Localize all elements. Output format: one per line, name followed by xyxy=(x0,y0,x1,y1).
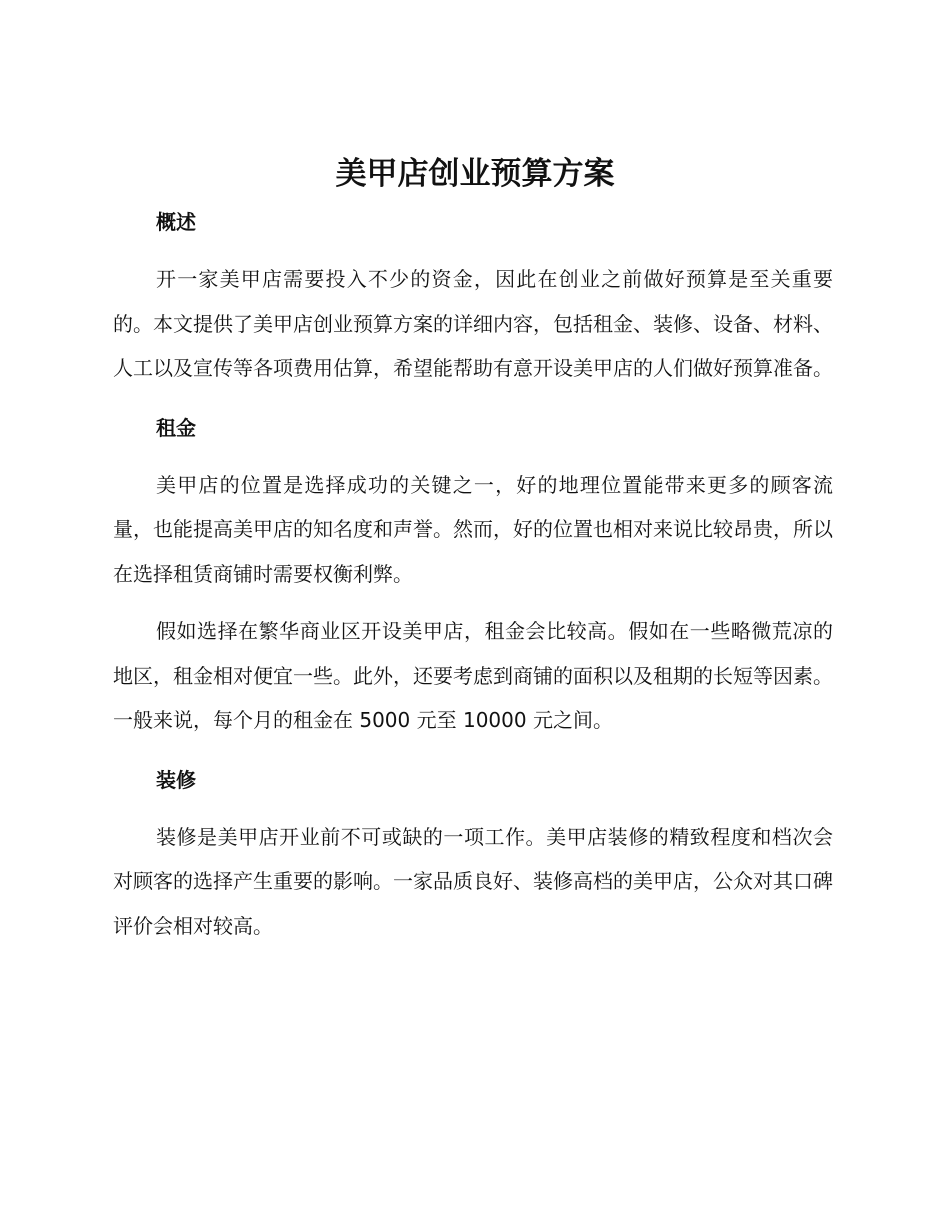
section-heading-decoration: 装修 xyxy=(156,767,196,792)
document-title: 美甲店创业预算方案 xyxy=(335,156,615,192)
section-heading-rent: 租金 xyxy=(156,415,196,440)
paragraph-rent-cost: 假如选择在繁华商业区开设美甲店，租金会比较高。假如在一些略微荒凉的地区，租金相对便宜一些。此外，还要考虑到商铺的面积以及租期的长短等因素。一般来说，每个月的租金在 5000 元至 10000 元之间。 xyxy=(113,619,833,732)
paragraph-rent-location: 美甲店的位置是选择成功的关键之一，好的地理位置能带来更多的顾客流量，也能提高美甲店的知名度和声誉。然而，好的位置也相对来说比较昂贵，所以在选择租赁商铺时需要权衡利弊。 xyxy=(113,472,833,586)
paragraph-decoration: 装修是美甲店开业前不可或缺的一项工作。美甲店装修的精致程度和档次会对顾客的选择产生重要的影响。一家品质良好、装修高档的美甲店，公众对其口碑评价会相对较高。 xyxy=(113,824,833,938)
section-heading-overview: 概述 xyxy=(156,210,196,234)
paragraph-overview: 开一家美甲店需要投入不少的资金，因此在创业之前做好预算是至关重要的。本文提供了美甲店创业预算方案的详细内容，包括租金、装修、设备、材料、人工以及宣传等各项费用估算，希望能帮助有意开设美甲店的人们做好预算准备。 xyxy=(113,267,833,380)
document-body xyxy=(113,200,833,948)
